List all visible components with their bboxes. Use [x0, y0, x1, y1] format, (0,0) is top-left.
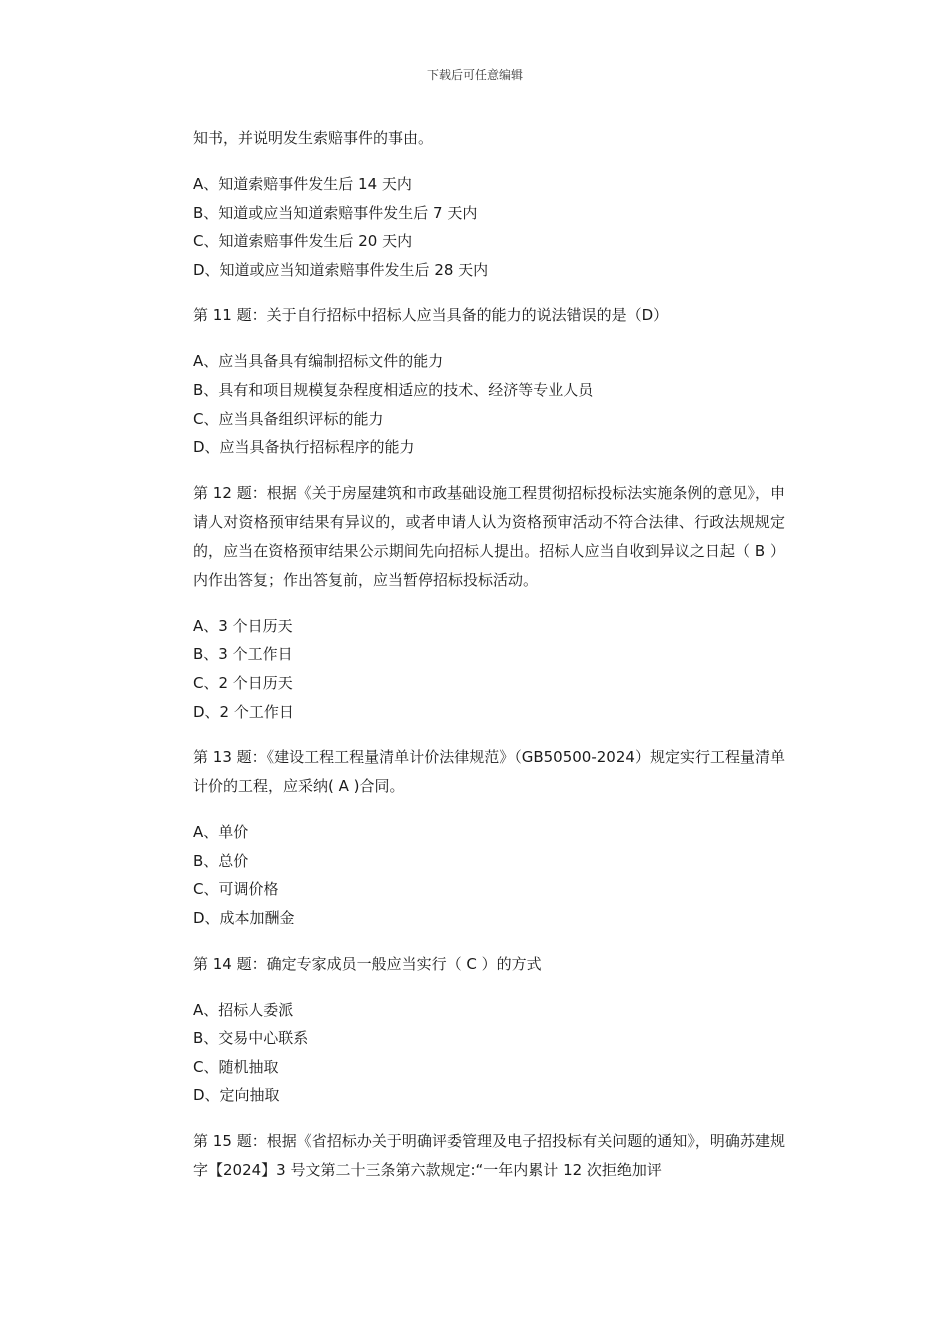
- intro-paragraph: 知书，并说明发生索赔事件的事由。: [193, 129, 434, 147]
- page-header-note: 下载后可任意编辑: [426, 68, 523, 82]
- option-item: C、可调价格: [193, 880, 279, 899]
- option-item: B、知道或应当知道索赔事件发生后 7 天内: [193, 203, 478, 222]
- question-12: 第 12 题：根据《关于房屋建筑和市政基础设施工程贯彻招标投标法实施条例的意见》，申请人对资格预审结果有异议的，或者申请人认为资格预审活动不符合法律、行政法规规定的，应当在资格预审结果公示期间先向招标人提出。招标人应当自收到异议之日起（ B ）内作出答复；作出答复前，应当暂停招标投标活动。: [193, 483, 785, 589]
- option-item: D、应当具备执行招标程序的能力: [193, 438, 415, 457]
- question-11: 第 11 题：关于自行招标中招标人应当具备的能力的说法错误的是（D）: [193, 306, 669, 325]
- option-item: C、应当具备组织评标的能力: [193, 409, 384, 428]
- option-item: C、2 个日历天: [193, 673, 293, 692]
- question-13: 第 13 题：《建设工程工程量清单计价法律规范》（GB50500-2024）规定实行工程量清单计价的工程，应采纳( A )合同。: [193, 748, 785, 796]
- option-item: A、招标人委派: [193, 1000, 294, 1019]
- option-item: A、单价: [193, 823, 249, 842]
- option-item: D、定向抽取: [193, 1086, 280, 1105]
- option-item: A、知道索赔事件发生后 14 天内: [193, 175, 412, 193]
- question-13-options: [193, 818, 785, 932]
- option-item: B、总价: [193, 851, 249, 870]
- document-body: [193, 124, 785, 1202]
- option-item: C、知道索赔事件发生后 20 天内: [193, 232, 413, 251]
- option-item: A、3 个日历天: [193, 616, 293, 635]
- question-15: 第 15 题：根据《省招标办关于明确评委管理及电子招投标有关问题的通知》，明确苏建规字【2024】3 号文第二十三条第六款规定:“一年内累计 12 次拒绝加评: [193, 1131, 785, 1179]
- option-item: C、随机抽取: [193, 1057, 279, 1076]
- option-item: B、3 个工作日: [193, 645, 293, 664]
- question-11-options: [193, 347, 785, 461]
- option-item: A、应当具备具有编制招标文件的能力: [193, 352, 444, 371]
- option-item: B、交易中心联系: [193, 1029, 309, 1048]
- question-14: 第 14 题：确定专家成员一般应当实行（ C ）的方式: [193, 954, 542, 973]
- question-14-options: [193, 996, 785, 1110]
- option-item: D、成本加酬金: [193, 908, 295, 927]
- intro-options: [193, 170, 785, 284]
- option-item: D、知道或应当知道索赔事件发生后 28 天内: [193, 260, 489, 279]
- question-12-options: [193, 612, 785, 726]
- option-item: D、2 个工作日: [193, 702, 294, 721]
- option-item: B、具有和项目规模复杂程度相适应的技术、经济等专业人员: [193, 380, 594, 399]
